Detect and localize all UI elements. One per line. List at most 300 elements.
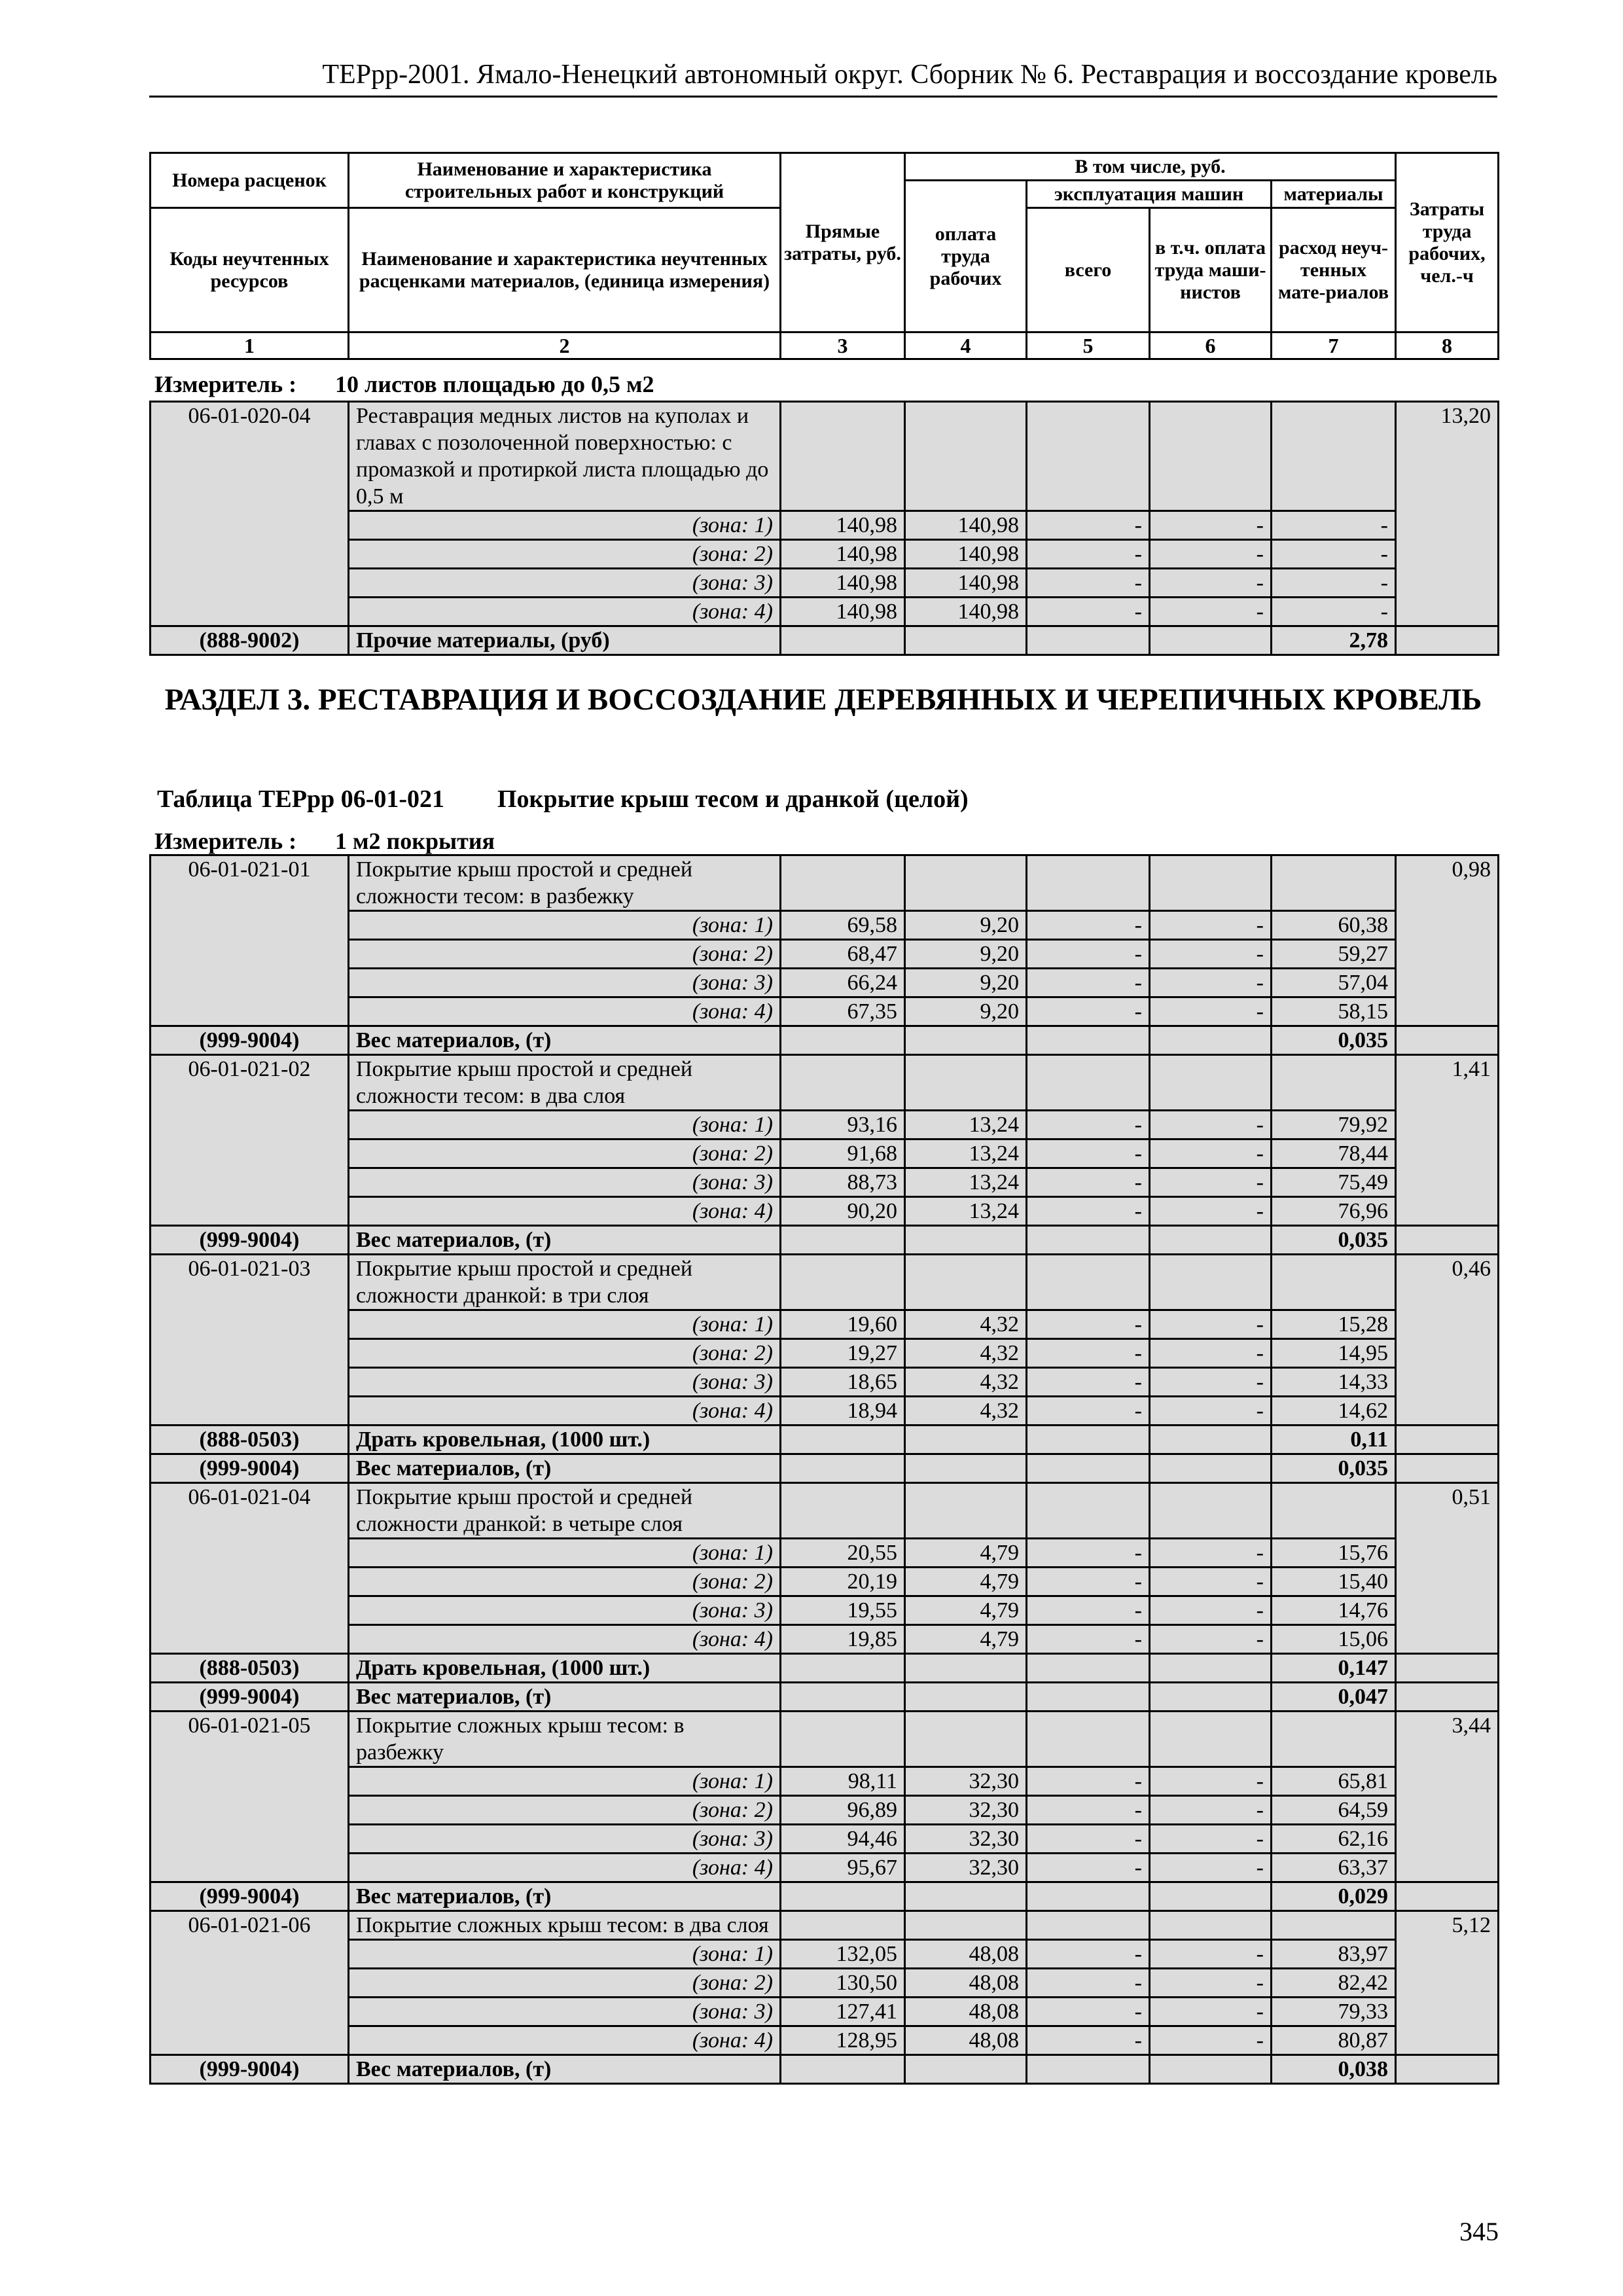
zone-label: (зона: 1) [349, 1767, 781, 1796]
zone-label: (зона: 2) [349, 1969, 781, 1998]
direct-cost: 90,20 [781, 1197, 905, 1226]
zone-label: (зона: 1) [349, 1310, 781, 1339]
direct-cost: 67,35 [781, 997, 905, 1026]
empty-cell [781, 1882, 905, 1911]
worker-pay: 48,08 [905, 1998, 1027, 2026]
resource-code: (888-0503) [151, 1426, 349, 1454]
rate-code: 06-01-021-06 [151, 1911, 349, 2055]
empty-cell [905, 1026, 1027, 1055]
machinist-pay: - [1150, 1310, 1272, 1339]
material-cost: - [1272, 540, 1396, 569]
empty-cell [1150, 1654, 1272, 1683]
rate-name: Покрытие крыш простой и средней сложности дранкой: в четыре слоя [349, 1483, 781, 1539]
direct-cost: 69,58 [781, 911, 905, 940]
worker-pay: 4,32 [905, 1397, 1027, 1426]
empty-cell [905, 1226, 1027, 1255]
zone-row [151, 1568, 1499, 1596]
machinist-pay: - [1150, 540, 1272, 569]
labor-cost: 1,41 [1396, 1055, 1499, 1226]
material-cost: 15,06 [1272, 1625, 1396, 1654]
rate-code: 06-01-021-01 [151, 855, 349, 1026]
empty-cell [1272, 1055, 1396, 1111]
empty-cell [1272, 855, 1396, 911]
rate-name: Покрытие крыш простой и средней сложности дранкой: в три слоя [349, 1255, 781, 1310]
material-cost: 64,59 [1272, 1796, 1396, 1825]
zone-label: (зона: 2) [349, 1796, 781, 1825]
material-cost: 15,28 [1272, 1310, 1396, 1339]
header-machines: эксплуатация машин [1027, 181, 1272, 208]
rate-table-020 [149, 401, 1499, 656]
zone-label: (зона: 1) [349, 511, 781, 540]
material-cost: 75,49 [1272, 1168, 1396, 1197]
resource-row [151, 1026, 1499, 1055]
rate-code: 06-01-020-04 [151, 402, 349, 626]
empty-cell [905, 402, 1027, 511]
zone-row [151, 1339, 1499, 1368]
empty-cell [781, 1255, 905, 1310]
direct-cost: 140,98 [781, 511, 905, 540]
worker-pay: 4,79 [905, 1539, 1027, 1568]
machine-cost: - [1027, 940, 1150, 969]
empty-cell [1027, 1226, 1150, 1255]
direct-cost: 140,98 [781, 598, 905, 626]
empty-cell [1272, 402, 1396, 511]
measure-line [154, 827, 495, 855]
zone-row [151, 1111, 1499, 1139]
machinist-pay: - [1150, 1625, 1272, 1654]
empty-cell [1396, 2055, 1499, 2084]
worker-pay: 4,32 [905, 1339, 1027, 1368]
zone-label: (зона: 2) [349, 940, 781, 969]
direct-cost: 93,16 [781, 1111, 905, 1139]
resource-name: Прочие материалы, (руб) [349, 626, 781, 655]
labor-cost: 0,98 [1396, 855, 1499, 1026]
empty-cell [1027, 1055, 1150, 1111]
zone-row [151, 1596, 1499, 1625]
machine-cost: - [1027, 1825, 1150, 1854]
zone-row [151, 1168, 1499, 1197]
machinist-pay: - [1150, 1596, 1272, 1625]
empty-cell [1150, 1255, 1272, 1310]
zone-row [151, 1854, 1499, 1882]
empty-cell [1272, 1255, 1396, 1310]
worker-pay: 32,30 [905, 1825, 1027, 1854]
empty-cell [1150, 1026, 1272, 1055]
worker-pay: 13,24 [905, 1139, 1027, 1168]
zone-row [151, 1397, 1499, 1426]
empty-cell [1150, 402, 1272, 511]
zone-row [151, 540, 1499, 569]
header-machinist-pay: в т.ч. оплата труда маши-нистов [1150, 208, 1272, 332]
material-cost: - [1272, 569, 1396, 598]
worker-pay: 48,08 [905, 1969, 1027, 1998]
machine-cost: - [1027, 1596, 1150, 1625]
empty-cell [905, 1483, 1027, 1539]
empty-cell [1027, 1683, 1150, 1712]
machinist-pay: - [1150, 1111, 1272, 1139]
zone-label: (зона: 4) [349, 1397, 781, 1426]
resource-code: (888-9002) [151, 626, 349, 655]
rate-table-021 [149, 854, 1499, 2085]
zone-row [151, 1539, 1499, 1568]
machinist-pay: - [1150, 1168, 1272, 1197]
resource-code: (999-9004) [151, 1226, 349, 1255]
col-number: 3 [781, 332, 905, 359]
empty-cell [1150, 855, 1272, 911]
machinist-pay: - [1150, 1767, 1272, 1796]
resource-code: (999-9004) [151, 1683, 349, 1712]
labor-cost: 13,20 [1396, 402, 1499, 626]
rate-row [151, 1712, 1499, 1767]
empty-cell [905, 1712, 1027, 1767]
header-work-name: Наименование и характеристика строительных работ и конструкций [349, 153, 781, 208]
rate-code: 06-01-021-04 [151, 1483, 349, 1654]
worker-pay: 13,24 [905, 1111, 1027, 1139]
header-resource-codes: Коды неучтенных ресурсов [151, 208, 349, 332]
col-number: 5 [1027, 332, 1150, 359]
direct-cost: 140,98 [781, 540, 905, 569]
empty-cell [1027, 1483, 1150, 1539]
resource-code: (999-9004) [151, 1882, 349, 1911]
material-cost: 63,37 [1272, 1854, 1396, 1882]
material-cost: - [1272, 598, 1396, 626]
zone-label: (зона: 3) [349, 1168, 781, 1197]
col-number: 7 [1272, 332, 1396, 359]
direct-cost: 128,95 [781, 2026, 905, 2055]
worker-pay: 4,32 [905, 1368, 1027, 1397]
worker-pay: 4,79 [905, 1625, 1027, 1654]
direct-cost: 130,50 [781, 1969, 905, 1998]
direct-cost: 98,11 [781, 1767, 905, 1796]
worker-pay: 9,20 [905, 997, 1027, 1026]
material-cost: 79,92 [1272, 1111, 1396, 1139]
machine-cost: - [1027, 1767, 1150, 1796]
labor-cost: 3,44 [1396, 1712, 1499, 1882]
worker-pay: 140,98 [905, 540, 1027, 569]
machine-cost: - [1027, 997, 1150, 1026]
empty-cell [1150, 1911, 1272, 1940]
machinist-pay: - [1150, 2026, 1272, 2055]
empty-cell [781, 1911, 905, 1940]
header-resource-name: Наименование и характеристика неучтенных расценками материалов, (единица измерения) [349, 208, 781, 332]
machinist-pay: - [1150, 969, 1272, 997]
material-cost: 60,38 [1272, 911, 1396, 940]
empty-cell [781, 402, 905, 511]
labor-cost: 0,51 [1396, 1483, 1499, 1654]
zone-row [151, 1796, 1499, 1825]
resource-name: Драть кровельная, (1000 шт.) [349, 1654, 781, 1683]
zone-row [151, 940, 1499, 969]
machinist-pay: - [1150, 997, 1272, 1026]
labor-cost: 5,12 [1396, 1911, 1499, 2055]
machinist-pay: - [1150, 569, 1272, 598]
zone-label: (зона: 1) [349, 1111, 781, 1139]
empty-cell [905, 855, 1027, 911]
direct-cost: 20,55 [781, 1539, 905, 1568]
empty-cell [905, 1654, 1027, 1683]
zone-row [151, 1825, 1499, 1854]
machinist-pay: - [1150, 1940, 1272, 1969]
empty-cell [905, 1683, 1027, 1712]
resource-code: (999-9004) [151, 2055, 349, 2084]
worker-pay: 48,08 [905, 1940, 1027, 1969]
header-including: В том числе, руб. [905, 153, 1396, 181]
zone-row [151, 1197, 1499, 1226]
rate-name: Покрытие сложных крыш тесом: в два слоя [349, 1911, 781, 1940]
header-total: всего [1027, 208, 1150, 332]
empty-cell [1027, 1654, 1150, 1683]
empty-cell [905, 2055, 1027, 2084]
empty-cell [1150, 1226, 1272, 1255]
worker-pay: 13,24 [905, 1197, 1027, 1226]
column-header-table [149, 152, 1499, 360]
zone-row [151, 911, 1499, 940]
direct-cost: 94,46 [781, 1825, 905, 1854]
direct-cost: 127,41 [781, 1998, 905, 2026]
machinist-pay: - [1150, 940, 1272, 969]
machinist-pay: - [1150, 1397, 1272, 1426]
empty-cell [781, 1712, 905, 1767]
direct-cost: 19,60 [781, 1310, 905, 1339]
rate-entries [151, 855, 1499, 2084]
rate-row [151, 855, 1499, 911]
direct-cost: 91,68 [781, 1139, 905, 1168]
worker-pay: 9,20 [905, 969, 1027, 997]
worker-pay: 9,20 [905, 940, 1027, 969]
machinist-pay: - [1150, 1139, 1272, 1168]
machine-cost: - [1027, 1539, 1150, 1568]
empty-cell [781, 1683, 905, 1712]
empty-cell [1396, 626, 1499, 655]
rate-name: Покрытие сложных крыш тесом: в разбежку [349, 1712, 781, 1767]
worker-pay: 4,32 [905, 1310, 1027, 1339]
col-number: 2 [349, 332, 781, 359]
machine-cost: - [1027, 598, 1150, 626]
worker-pay: 13,24 [905, 1168, 1027, 1197]
machinist-pay: - [1150, 911, 1272, 940]
resource-name: Вес материалов, (т) [349, 1882, 781, 1911]
zone-row [151, 997, 1499, 1026]
direct-cost: 19,55 [781, 1596, 905, 1625]
zone-row [151, 1969, 1499, 1998]
col-number: 1 [151, 332, 349, 359]
machinist-pay: - [1150, 1368, 1272, 1397]
empty-cell [1027, 2055, 1150, 2084]
empty-cell [905, 1454, 1027, 1483]
zone-row [151, 1310, 1499, 1339]
machine-cost: - [1027, 1969, 1150, 1998]
material-cost: 78,44 [1272, 1139, 1396, 1168]
zone-label: (зона: 4) [349, 2026, 781, 2055]
empty-cell [905, 1255, 1027, 1310]
machinist-pay: - [1150, 1854, 1272, 1882]
empty-cell [781, 1226, 905, 1255]
empty-cell [1027, 855, 1150, 911]
empty-cell [781, 1026, 905, 1055]
material-cost: 62,16 [1272, 1825, 1396, 1854]
worker-pay: 32,30 [905, 1796, 1027, 1825]
resource-row [151, 1426, 1499, 1454]
measure-line [154, 370, 654, 399]
zone-label: (зона: 4) [349, 1854, 781, 1882]
empty-cell [1396, 1026, 1499, 1055]
machinist-pay: - [1150, 511, 1272, 540]
machine-cost: - [1027, 1854, 1150, 1882]
machine-cost: - [1027, 1568, 1150, 1596]
measure-label: Измеритель : [154, 371, 297, 397]
empty-cell [1396, 1683, 1499, 1712]
resource-code: (888-0503) [151, 1654, 349, 1683]
zone-label: (зона: 4) [349, 1625, 781, 1654]
resource-code: (999-9004) [151, 1454, 349, 1483]
col-number: 8 [1396, 332, 1499, 359]
material-cost: 14,33 [1272, 1368, 1396, 1397]
rate-row [151, 402, 1499, 511]
direct-cost: 19,85 [781, 1625, 905, 1654]
direct-cost: 96,89 [781, 1796, 905, 1825]
zone-label: (зона: 1) [349, 1539, 781, 1568]
material-cost: 15,76 [1272, 1539, 1396, 1568]
resource-row [151, 626, 1499, 655]
resource-row [151, 1226, 1499, 1255]
material-cost: 82,42 [1272, 1969, 1396, 1998]
measure-label: Измеритель : [154, 828, 297, 854]
material-cost: 76,96 [1272, 1197, 1396, 1226]
rate-code: 06-01-021-02 [151, 1055, 349, 1226]
resource-row [151, 2055, 1499, 2084]
zone-row [151, 511, 1499, 540]
resource-value: 0,029 [1272, 1882, 1396, 1911]
zone-label: (зона: 2) [349, 1139, 781, 1168]
zone-label: (зона: 3) [349, 969, 781, 997]
resource-value: 0,147 [1272, 1654, 1396, 1683]
direct-cost: 132,05 [781, 1940, 905, 1969]
machinist-pay: - [1150, 1998, 1272, 2026]
zone-label: (зона: 2) [349, 540, 781, 569]
machinist-pay: - [1150, 1796, 1272, 1825]
worker-pay: 140,98 [905, 569, 1027, 598]
header-worker-pay: оплата труда рабочих [905, 181, 1027, 332]
material-cost: - [1272, 511, 1396, 540]
material-cost: 59,27 [1272, 940, 1396, 969]
empty-cell [1150, 1454, 1272, 1483]
zone-label: (зона: 4) [349, 1197, 781, 1226]
direct-cost: 95,67 [781, 1854, 905, 1882]
material-cost: 15,40 [1272, 1568, 1396, 1596]
resource-row [151, 1454, 1499, 1483]
empty-cell [1272, 1712, 1396, 1767]
zone-row [151, 969, 1499, 997]
table-name: Покрытие крыш тесом и дранкой (целой) [497, 785, 969, 813]
machine-cost: - [1027, 511, 1150, 540]
empty-cell [781, 855, 905, 911]
empty-cell [781, 1483, 905, 1539]
rate-name: Покрытие крыш простой и средней сложности тесом: в два слоя [349, 1055, 781, 1111]
empty-cell [1150, 1712, 1272, 1767]
zone-label: (зона: 3) [349, 569, 781, 598]
machinist-pay: - [1150, 598, 1272, 626]
empty-cell [905, 1911, 1027, 1940]
resource-name: Вес материалов, (т) [349, 2055, 781, 2084]
machinist-pay: - [1150, 1969, 1272, 1998]
empty-cell [1027, 1255, 1150, 1310]
empty-cell [781, 2055, 905, 2084]
empty-cell [1272, 1911, 1396, 1940]
machine-cost: - [1027, 569, 1150, 598]
machinist-pay: - [1150, 1825, 1272, 1854]
machine-cost: - [1027, 1796, 1150, 1825]
empty-cell [1150, 1055, 1272, 1111]
empty-cell [1150, 1683, 1272, 1712]
rate-code: 06-01-021-03 [151, 1255, 349, 1426]
zone-label: (зона: 2) [349, 1339, 781, 1368]
zone-row [151, 1139, 1499, 1168]
header-rate-numbers: Номера расценок [151, 153, 349, 208]
empty-cell [1027, 1026, 1150, 1055]
section-title: РАЗДЕЛ 3. РЕСТАВРАЦИЯ И ВОССОЗДАНИЕ ДЕРЕВЯННЫХ И ЧЕРЕПИЧНЫХ КРОВЕЛЬ [164, 683, 1482, 717]
resource-name: Вес материалов, (т) [349, 1683, 781, 1712]
zone-label: (зона: 1) [349, 911, 781, 940]
zone-row [151, 2026, 1499, 2055]
empty-cell [1027, 1882, 1150, 1911]
material-cost: 57,04 [1272, 969, 1396, 997]
zone-label: (зона: 2) [349, 1568, 781, 1596]
table-title [157, 784, 969, 814]
machinist-pay: - [1150, 1339, 1272, 1368]
resource-row [151, 1882, 1499, 1911]
zone-row [151, 1767, 1499, 1796]
resource-value: 0,035 [1272, 1226, 1396, 1255]
zone-label: (зона: 3) [349, 1596, 781, 1625]
machine-cost: - [1027, 1625, 1150, 1654]
machine-cost: - [1027, 1940, 1150, 1969]
machine-cost: - [1027, 1310, 1150, 1339]
machine-cost: - [1027, 1339, 1150, 1368]
direct-cost: 66,24 [781, 969, 905, 997]
direct-cost: 20,19 [781, 1568, 905, 1596]
col-number: 4 [905, 332, 1027, 359]
header-unaccounted: расход неуч-тенных мате-риалов [1272, 208, 1396, 332]
machinist-pay: - [1150, 1568, 1272, 1596]
material-cost: 14,62 [1272, 1397, 1396, 1426]
material-cost: 14,76 [1272, 1596, 1396, 1625]
empty-cell [1396, 1454, 1499, 1483]
material-cost: 14,95 [1272, 1339, 1396, 1368]
worker-pay: 9,20 [905, 911, 1027, 940]
empty-cell [1027, 626, 1150, 655]
machine-cost: - [1027, 1998, 1150, 2026]
resource-row [151, 1683, 1499, 1712]
worker-pay: 32,30 [905, 1767, 1027, 1796]
empty-cell [781, 1654, 905, 1683]
direct-cost: 18,65 [781, 1368, 905, 1397]
direct-cost: 18,94 [781, 1397, 905, 1426]
direct-cost: 88,73 [781, 1168, 905, 1197]
empty-cell [1150, 1426, 1272, 1454]
empty-cell [781, 1454, 905, 1483]
zone-row [151, 1940, 1499, 1969]
zone-label: (зона: 3) [349, 1825, 781, 1854]
zone-label: (зона: 3) [349, 1998, 781, 2026]
header-labor-costs: Затраты труда рабочих, чел.-ч [1396, 153, 1499, 332]
worker-pay: 4,79 [905, 1568, 1027, 1596]
empty-cell [781, 626, 905, 655]
empty-cell [781, 1426, 905, 1454]
machine-cost: - [1027, 911, 1150, 940]
page-number: 345 [1459, 2217, 1499, 2246]
zone-label: (зона: 1) [349, 1940, 781, 1969]
machine-cost: - [1027, 1139, 1150, 1168]
